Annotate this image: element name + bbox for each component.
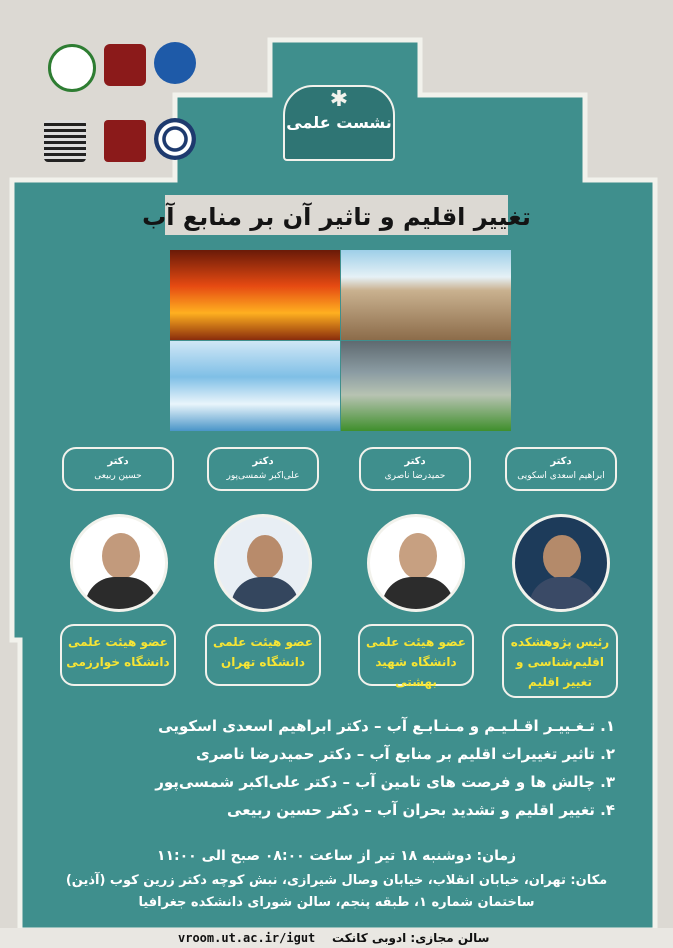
speaker-role-4 bbox=[60, 624, 176, 686]
event-place-line-2: ساختمان شماره ۱، طبقه پنجم، سالن شورای دانشکده جغرافیا bbox=[138, 895, 535, 910]
list-item: ۴. تغییر اقلیم و تشدید بحران آب – دکتر حسین ربیعی bbox=[227, 801, 615, 819]
role-line: رئیس پژوهشکده bbox=[510, 635, 610, 649]
virtual-url-link[interactable]: vroom.ut.ac.ir/igut bbox=[178, 931, 316, 945]
person-silhouette-icon bbox=[543, 535, 581, 579]
speaker-degree: دکتر bbox=[107, 456, 129, 467]
melting-ice-photo bbox=[170, 341, 340, 431]
speaker-degree: دکتر bbox=[252, 456, 274, 467]
suit-shape bbox=[529, 577, 597, 612]
speaker-degree: دکتر bbox=[404, 456, 426, 467]
suit-shape bbox=[382, 577, 454, 612]
role-line: دانشگاه تهران bbox=[221, 655, 305, 669]
event-place-line-1: مکان: تهران، خیابان انقلاب، خیابان وصال شیرازی، نبش کوچه دکتر زرین کوب (آذین) bbox=[65, 873, 608, 888]
speaker-role-1 bbox=[502, 624, 618, 698]
speaker-photo-3 bbox=[214, 514, 312, 612]
role-line: تغییر اقلیم bbox=[528, 675, 592, 689]
suit-shape bbox=[231, 577, 299, 612]
star-ornament-icon: ✱ bbox=[329, 87, 349, 112]
role-line: عضو هیئت علمی bbox=[212, 635, 313, 649]
speaker-tag-2 bbox=[359, 447, 471, 491]
person-silhouette-icon bbox=[102, 533, 140, 579]
speaker-photo-1 bbox=[512, 514, 610, 612]
badge-text: نشست علمی bbox=[286, 113, 392, 132]
speaker-photo-4 bbox=[70, 514, 168, 612]
speaker-name: ابراهیم اسعدی اسکویی bbox=[517, 471, 605, 481]
logo-shahid-beheshti-text bbox=[44, 120, 86, 162]
speaker-role-2 bbox=[358, 624, 474, 689]
logo-kharazmi bbox=[104, 120, 146, 162]
list-item: ۳. چالش ها و فرصت های تامین آب – دکتر علی‌اکبر شمسی‌پور bbox=[155, 773, 615, 791]
logo-rings bbox=[154, 118, 196, 160]
speaker-tag-3 bbox=[207, 447, 319, 491]
suit-shape bbox=[85, 577, 157, 612]
role-line: عضو هیئت علمی bbox=[67, 635, 168, 649]
list-item: ۲. تاثیر تغییرات اقلیم بر منابع آب – دکتر حمیدرضا ناصری bbox=[195, 745, 615, 763]
role-line: دانشگاه خوارزمی bbox=[66, 655, 170, 669]
talks-list bbox=[55, 712, 615, 824]
person-silhouette-icon bbox=[399, 533, 437, 579]
speaker-name: حمیدرضا ناصری bbox=[384, 471, 446, 481]
role-line: عضو هیئت علمی bbox=[365, 635, 466, 649]
speaker-tag-4 bbox=[62, 447, 174, 491]
logo-shahid-beheshti-seal bbox=[104, 44, 146, 86]
logo-environment-center bbox=[48, 44, 96, 92]
speaker-name: حسین ربیعی bbox=[94, 471, 142, 481]
speaker-degree: دکتر bbox=[550, 456, 572, 467]
wildfire-photo bbox=[170, 250, 340, 340]
role-line: دانشگاه شهید بهشتی bbox=[375, 655, 457, 689]
page-title: تغییر اقلیم و تاثیر آن بر منابع آب bbox=[142, 203, 531, 231]
speaker-photo-2 bbox=[367, 514, 465, 612]
scientific-session-badge bbox=[283, 85, 395, 161]
logo-tehran-university bbox=[154, 42, 196, 84]
speaker-name: علی‌اکبر شمسی‌پور bbox=[226, 471, 300, 481]
pollution-photo bbox=[341, 341, 511, 431]
drought-photo bbox=[341, 250, 511, 340]
virtual-room-footer bbox=[0, 928, 673, 948]
virtual-room-label: سالن مجازی: ادوبی کانکت bbox=[332, 931, 490, 945]
role-line: اقلیم‌شناسی و bbox=[516, 655, 604, 669]
list-item: ۱. تـغـییـر اقـلـیـم و مـنـابـع آب – دکتر ابراهیم اسعدی اسکویی bbox=[158, 717, 615, 735]
speaker-role-3 bbox=[205, 624, 321, 686]
person-silhouette-icon bbox=[247, 535, 283, 579]
speaker-tag-1 bbox=[505, 447, 617, 491]
event-time: زمان: دوشنبه ۱۸ تیر از ساعت ۰۸:۰۰ صبح الی ۱۱:۰۰ bbox=[156, 848, 517, 864]
